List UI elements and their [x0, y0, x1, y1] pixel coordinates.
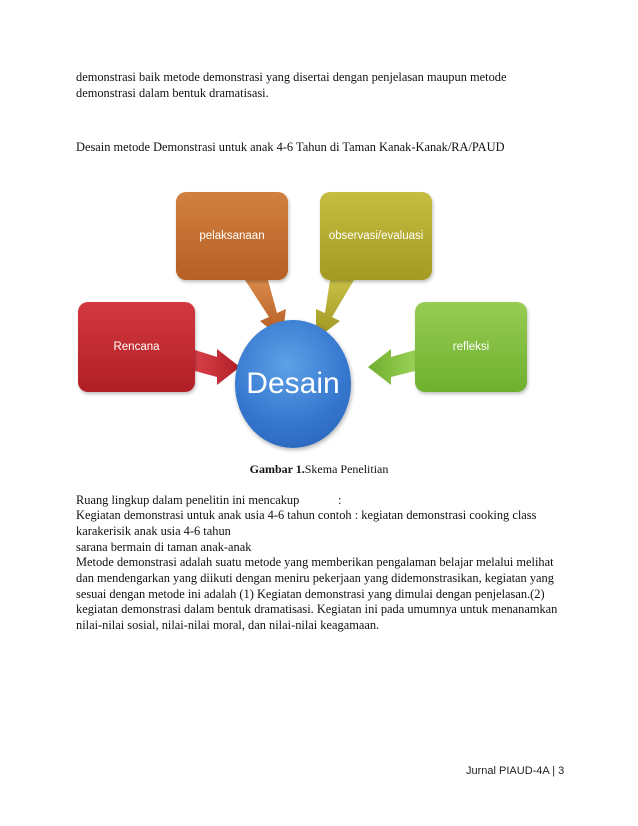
node-refleksi-label: refleksi	[452, 341, 490, 353]
figure-caption	[0, 462, 638, 477]
body-line-8: kegiatan demonstrasi dalam bentuk dramatisasi. Kegiatan ini pada umumnya untuk menanamkan	[76, 602, 558, 616]
node-rencana-label: Rencana	[113, 341, 160, 353]
node-rencana	[78, 302, 195, 392]
caption-text: Skema Penelitian	[304, 462, 389, 476]
design-diagram	[70, 185, 540, 460]
node-refleksi	[415, 302, 527, 392]
node-observasi-label: observasi/evaluasi	[328, 230, 424, 242]
body-line-6: dan mendengarkan yang diikuti dengan meniru pekerjaan yang didemonstrasikan, kegiatan yang	[76, 571, 554, 585]
arrow-refleksi	[368, 349, 415, 385]
design-title: Desain metode Demonstrasi untuk anak 4-6 Tahun di Taman Kanak-Kanak/RA/PAUD	[76, 140, 505, 154]
arrow-rencana	[195, 349, 240, 385]
node-pelaksanaan-label: pelaksanaan	[199, 230, 265, 242]
center-desain-label: Desain	[246, 367, 340, 400]
center-desain	[235, 320, 351, 448]
node-observasi	[320, 192, 432, 280]
body-line-2: Kegiatan demonstrasi untuk anak usia 4-6 tahun contoh : kegiatan demonstrasi cooking class	[76, 508, 537, 522]
caption-label: Gambar 1.	[249, 462, 305, 476]
page-footer: Jurnal PIAUD-4A | 3	[466, 765, 565, 777]
intro-line-2: demonstrasi dalam bentuk dramatisasi.	[76, 86, 269, 100]
body-line-4: sarana bermain di taman anak-anak	[76, 540, 252, 554]
body-line-5: Metode demonstrasi adalah suatu metode yang memberikan pengalaman belajar melalui melihat	[76, 555, 554, 569]
intro-line-1: demonstrasi baik metode demonstrasi yang disertai dengan penjelasan maupun metode	[76, 70, 507, 84]
body-line-1a: Ruang lingkup dalam penelitin ini mencakup	[76, 493, 300, 507]
node-pelaksanaan	[176, 192, 288, 280]
body-line-1b: :	[338, 493, 342, 507]
body-line-3: karakerisik anak usia 4-6 tahun	[76, 524, 231, 538]
body-line-7: sesuai dengan metode ini adalah (1) Kegiatan demonstrasi yang dimulai dengan penjelasan.(2)	[76, 587, 545, 601]
body-line-9: nilai-nilai sosial, nilai-nilai moral, dan nilai-nilai keagamaan.	[76, 618, 380, 632]
